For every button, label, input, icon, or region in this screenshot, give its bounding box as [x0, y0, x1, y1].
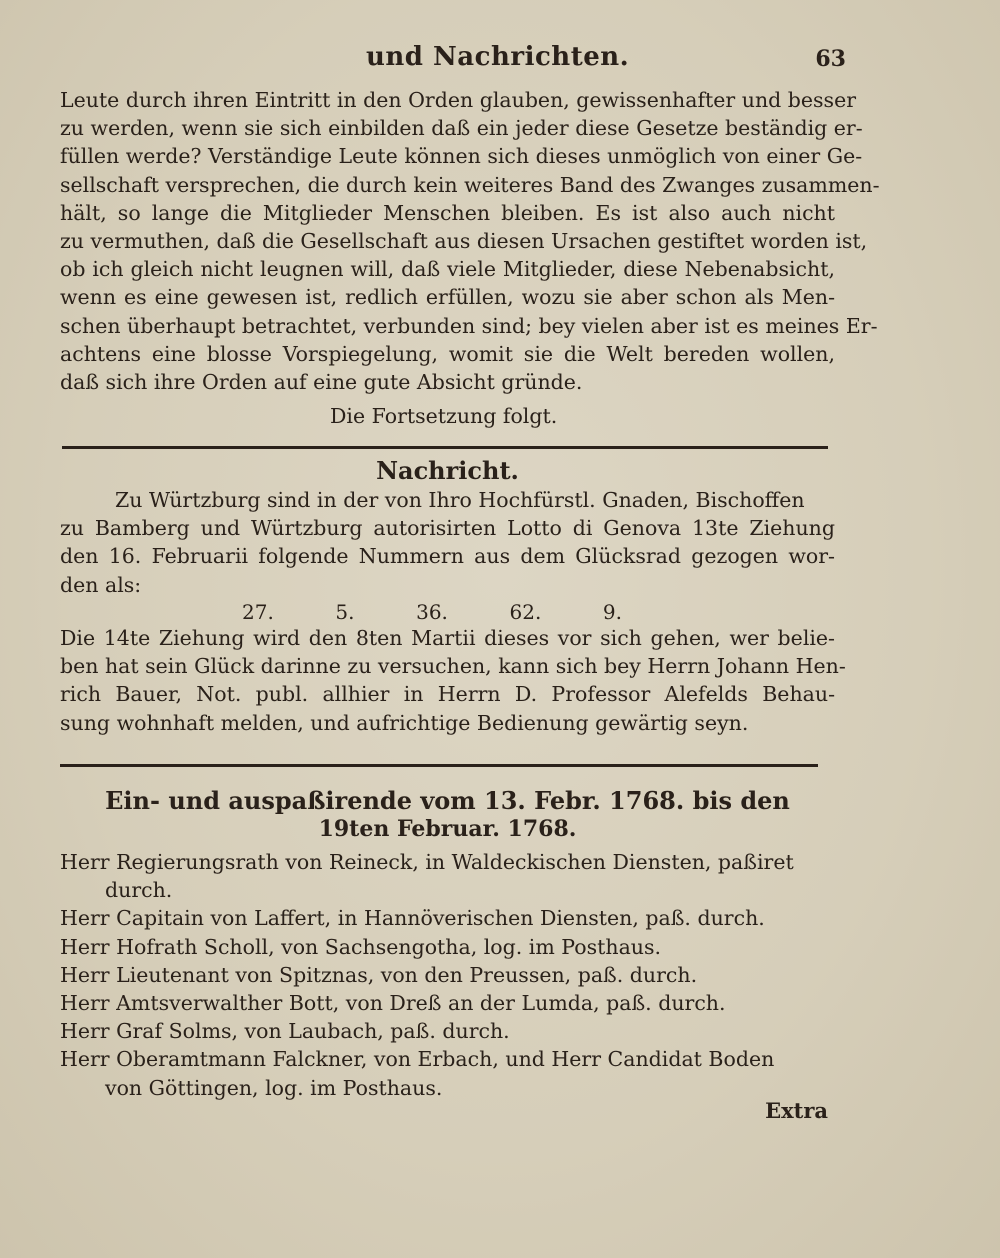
- traveler-entry: Herr Hofrath Scholl, von Sachsengotha, log. im Posthaus.: [60, 934, 662, 959]
- drawn-number: 5.: [335, 600, 355, 624]
- catchword: Extra: [765, 1098, 828, 1123]
- text-line: Zu Würtzburg sind in der von Ihro Hochfürstl. Gnaden, Bischoffen: [115, 488, 805, 512]
- text-line: Leute durch ihren Eintritt in den Orden glauben, gewissenhafter und besser: [60, 88, 857, 112]
- text-line: sung wohnhaft melden, und aufrichtige Bedienung gewärtig seyn.: [60, 710, 749, 735]
- text-line: wenn es eine gewesen ist, redlich erfüllen, wozu sie aber schon als Men-: [60, 285, 835, 310]
- to-be-continued-note: Die Fortsetzung folgt.: [330, 404, 558, 428]
- traveler-entry: Herr Amtsverwalther Bott, von Dreß an der Lumda, paß. durch.: [60, 991, 726, 1016]
- text-line: achtens eine blosse Vorspiegelung, womit sie die Welt bereden wollen,: [60, 341, 835, 366]
- drawn-number: 9.: [602, 600, 622, 624]
- section-divider: [62, 446, 828, 449]
- continuation-paragraph: [60, 86, 880, 396]
- drawn-numbers: [242, 600, 622, 624]
- running-head: und Nachrichten.: [366, 42, 630, 72]
- text-line: hält, so lange die Mitglieder Menschen bleiben. Es ist also auch nicht: [60, 200, 835, 225]
- text-line: zu werden, wenn sie sich einbilden daß ein jeder diese Gesetze beständig er-: [60, 116, 863, 141]
- text-line: ob ich gleich nicht leugnen will, daß viele Mitglieder, diese Nebenabsicht,: [60, 257, 835, 282]
- traveler-entry: von Göttingen, log. im Posthaus.: [105, 1075, 443, 1100]
- section-divider: [60, 764, 818, 767]
- text-line: rich Bauer, Not. publ. allhier in Herrn D. Professor Alefelds Behau-: [60, 682, 835, 707]
- lottery-intro: [60, 486, 835, 599]
- traveler-entry: durch.: [105, 878, 173, 903]
- text-line: Die 14te Ziehung wird den 8ten Martii dieses vor sich gehen, wer belie-: [60, 626, 835, 650]
- travelers-heading: [60, 786, 835, 815]
- traveler-entry: Herr Regierungsrath von Reineck, in Waldeckischen Diensten, paßiret: [60, 850, 794, 874]
- lottery-closing: [60, 624, 846, 737]
- page-header: [60, 40, 850, 80]
- text-line: füllen werde? Verständige Leute können sich dieses unmöglich von einer Ge-: [60, 144, 863, 169]
- text-line: schen überhaupt betrachtet, verbunden sind; bey vielen aber ist es meines Er-: [60, 313, 878, 338]
- travelers-heading-line: Ein- und auspaßirende vom 13. Febr. 1768. bis den: [105, 786, 790, 815]
- drawn-number: 36.: [416, 600, 448, 624]
- text-line: daß sich ihre Orden auf eine gute Absicht gründe.: [60, 370, 583, 395]
- drawn-number: 27.: [242, 600, 274, 624]
- text-line: zu vermuthen, daß die Gesellschaft aus diesen Ursachen gestiftet worden ist,: [60, 229, 868, 254]
- text-line: den als:: [60, 572, 142, 597]
- drawn-number: 62.: [509, 600, 542, 624]
- traveler-entry: Herr Capitain von Laffert, in Hannöverischen Diensten, paß. durch.: [60, 906, 765, 931]
- travelers-heading-date: 19ten Februar. 1768.: [318, 816, 577, 842]
- traveler-entry: Herr Graf Solms, von Laubach, paß. durch.: [60, 1019, 510, 1044]
- traveler-entry: Herr Lieutenant von Spitznas, von den Preussen, paß. durch.: [60, 962, 698, 987]
- page-number: 63: [815, 46, 846, 72]
- text-line: sellschaft versprechen, die durch kein weiteres Band des Zwanges zusammen-: [60, 172, 880, 197]
- traveler-entry: Herr Oberamtmann Falckner, von Erbach, und Herr Candidat Boden: [60, 1047, 775, 1072]
- travelers-list: [60, 848, 835, 1102]
- lottery-heading: Nachricht.: [376, 456, 519, 485]
- text-line: zu Bamberg und Würtzburg autorisirten Lotto di Genova 13te Ziehung: [60, 516, 835, 541]
- text-line: ben hat sein Glück darinne zu versuchen, kann sich bey Herrn Johann Hen-: [60, 654, 846, 679]
- text-line: den 16. Februarii folgende Nummern aus dem Glücksrad gezogen wor-: [60, 544, 835, 569]
